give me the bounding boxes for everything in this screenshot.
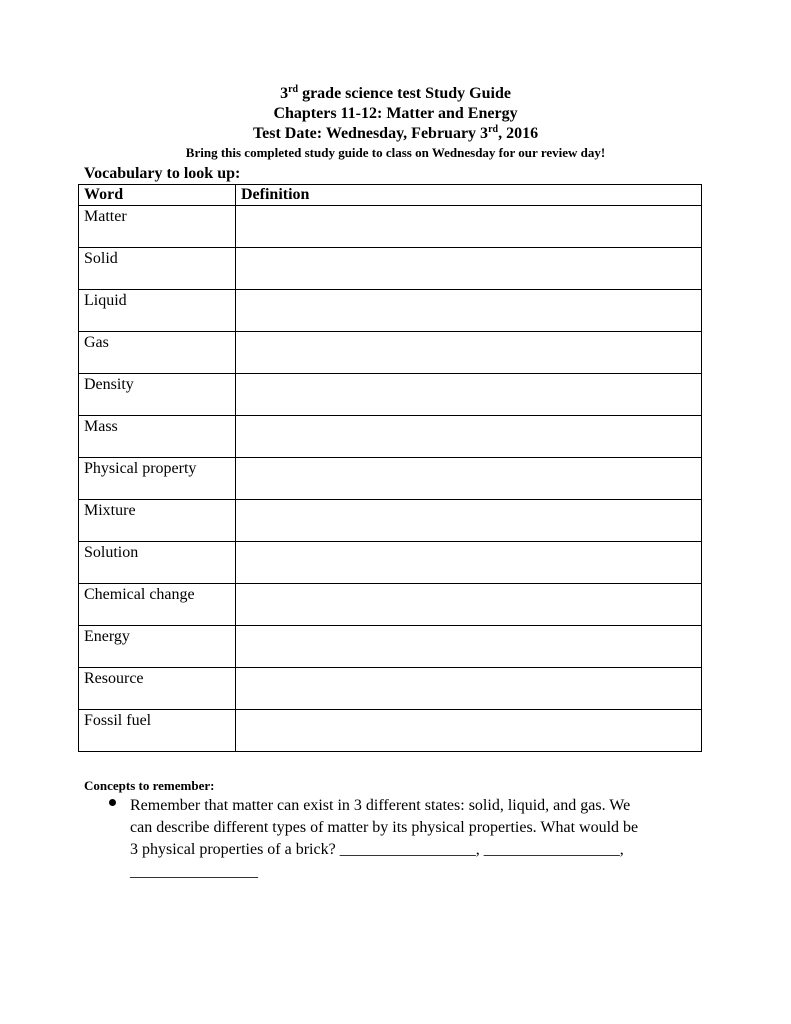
definition-cell[interactable] <box>236 206 702 248</box>
column-header-word: Word <box>79 185 236 206</box>
title-grade-superscript: rd <box>288 84 299 95</box>
word-cell: Physical property <box>79 458 236 500</box>
document-header <box>0 84 791 162</box>
table-row <box>79 626 702 668</box>
title-line-test-date <box>0 124 791 144</box>
table-row <box>79 248 702 290</box>
word-cell: Density <box>79 374 236 416</box>
title-grade-number: 3 <box>280 85 289 102</box>
definition-cell[interactable] <box>236 374 702 416</box>
table-row <box>79 290 702 332</box>
table-row <box>79 584 702 626</box>
table-row <box>79 206 702 248</box>
table-row <box>79 416 702 458</box>
table-row <box>79 374 702 416</box>
concept-line: can describe different types of matter by its physical properties. What would be <box>130 819 639 836</box>
word-cell: Mixture <box>79 500 236 542</box>
table-row <box>79 500 702 542</box>
word-cell: Chemical change <box>79 584 236 626</box>
definition-cell[interactable] <box>236 458 702 500</box>
definition-cell[interactable] <box>236 668 702 710</box>
test-date-prefix: Test Date: Wednesday, February 3 <box>252 125 489 142</box>
definition-cell[interactable] <box>236 416 702 458</box>
concepts-heading: Concepts to remember: <box>84 778 215 793</box>
word-cell: Solution <box>79 542 236 584</box>
title-grade-rest: grade science test Study Guide <box>298 85 511 102</box>
word-cell: Mass <box>79 416 236 458</box>
definition-cell[interactable] <box>236 626 702 668</box>
definition-cell[interactable] <box>236 500 702 542</box>
concept-bullet-text <box>130 795 710 883</box>
concept-line: Remember that matter can exist in 3 different states: solid, liquid, and gas. We <box>130 797 631 814</box>
vocabulary-heading: Vocabulary to look up: <box>84 165 241 182</box>
test-date-suffix: , 2016 <box>498 125 539 142</box>
definition-cell[interactable] <box>236 248 702 290</box>
table-row <box>79 668 702 710</box>
test-date-superscript: rd <box>488 124 499 135</box>
word-cell: Resource <box>79 668 236 710</box>
column-header-definition: Definition <box>236 185 702 206</box>
table-header-row <box>79 185 702 206</box>
definition-cell[interactable] <box>236 290 702 332</box>
word-cell: Solid <box>79 248 236 290</box>
concept-line: 3 physical properties of a brick? _________________, _________________, <box>130 841 624 858</box>
table-row <box>79 458 702 500</box>
bullet-dot-icon <box>109 799 116 806</box>
word-cell: Energy <box>79 626 236 668</box>
title-line-chapters: Chapters 11-12: Matter and Energy <box>273 105 518 122</box>
word-cell: Gas <box>79 332 236 374</box>
table-row <box>79 542 702 584</box>
definition-cell[interactable] <box>236 584 702 626</box>
concept-line: ________________ <box>130 863 258 880</box>
title-line-grade <box>0 84 791 104</box>
table-row <box>79 332 702 374</box>
definition-cell[interactable] <box>236 710 702 752</box>
word-cell: Matter <box>79 206 236 248</box>
table-row <box>79 710 702 752</box>
definition-cell[interactable] <box>236 542 702 584</box>
definition-cell[interactable] <box>236 332 702 374</box>
word-cell: Fossil fuel <box>79 710 236 752</box>
instruction-line: Bring this completed study guide to class on Wednesday for our review day! <box>185 145 606 160</box>
word-cell: Liquid <box>79 290 236 332</box>
vocabulary-table <box>78 184 702 752</box>
